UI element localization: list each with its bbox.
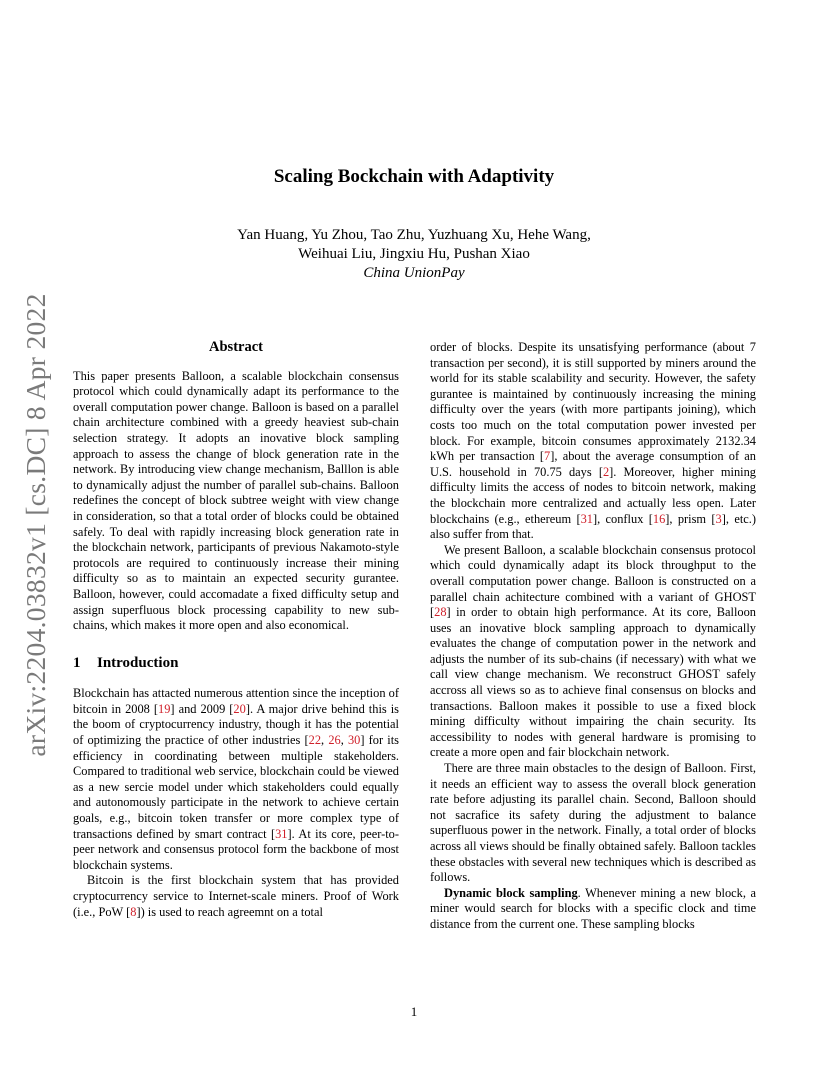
page-number: 1 <box>410 1004 418 1019</box>
text-run: ] and 2009 [ <box>170 701 234 716</box>
citation-link[interactable]: 30 <box>347 733 361 748</box>
citation-link[interactable]: 8 <box>130 904 137 919</box>
text-run: Blockchain has attacted numerous attention since the inception of bitcoin in 2008 [ <box>73 686 399 716</box>
bold-lead: Dynamic block sampling <box>444 885 578 900</box>
intro-paragraph-5 <box>430 886 756 933</box>
intro-paragraph-2-continued <box>430 340 756 543</box>
author-line-2: Weihuai Liu, Jingxiu Hu, Pushan Xiao <box>298 246 530 262</box>
text-run: ]. At its core, peer-to-peer network and consensus protocol form the backbone of most blockchain systems. <box>73 826 399 872</box>
citation-link[interactable]: 22 <box>308 733 322 748</box>
text-run: , <box>340 733 348 748</box>
text-run: We present Balloon, a scalable blockchain consensus protocol which could dynamically adapt its block throughput to the overall computation power change. Balloon is constructed on a parallel chain achitecture combined with a variant of GHOST [ <box>430 542 756 620</box>
text-run: ], prism [ <box>665 511 716 526</box>
citation-link[interactable]: 3 <box>715 511 722 526</box>
text-run: ], etc.) also suffer from that. <box>430 511 756 542</box>
citation-link[interactable]: 19 <box>158 701 171 716</box>
abstract-heading: Abstract <box>209 339 263 355</box>
author-block <box>0 226 828 283</box>
text-run: order of blocks. Despite its unsatisfying performance (about 7 transaction per second), it is still supported by miners around the world for its stable scalability and security. However, the safety gurantee is maintained by continuously increasing the mining difficulty over the years (with more partipants joining), which costs too much on the total computation power invested per block. For example, bitcoin consumes approximately 2132.34 kWh per transaction [ <box>430 340 756 464</box>
abstract-text: This paper presents Balloon, a scalable blockchain consensus protocol which could dynamically adapt its performance to the overall computation power change. Balloon is based on a parallel chain architecture combined with a greedy heaviest sub-chain selection strategy. It adopts an inovative block sampling approach to assess the change of block generation rate in the network. By introducing view change mechanism, Balllon is able to dynamically adjust the number of parallel sub-chains. Balloon redefines the concept of block subtree weight with view change in consideration, so that a total order of blocks could be obtained safely. To deal with rapidly increasing block generation rate in the blockchain network, participants of previous Nakamoto-style protocols are required to continuously increase their mining difficulty so as to maintain an expected security gurantee. Balloon, however, could accomadate a fixed difficulty setup and assign superfluous block processing capability to new sub-chains, which makes it more open and also economical. <box>73 368 399 633</box>
left-column <box>73 340 399 920</box>
section-number: 1 <box>73 654 81 671</box>
text-run: ], conflux [ <box>592 511 653 526</box>
text-run: Bitcoin is the first blockchain system that has provided cryptocurrency service to Internet-scale miners. Proof of Work (i.e., PoW [ <box>73 873 399 919</box>
author-line-1: Yan Huang, Yu Zhou, Tao Zhu, Yuzhuang Xu, Hehe Wang, <box>237 227 591 243</box>
paper-title: Scaling Bockchain with Adaptivity <box>273 166 555 187</box>
right-column <box>430 340 756 933</box>
section-heading <box>73 656 399 672</box>
text-run: ], about the average consumption of an U.S. household in 70.75 days [ <box>430 449 756 479</box>
intro-paragraph-4 <box>430 761 756 886</box>
citation-link[interactable]: 28 <box>434 605 447 620</box>
section-title: Introduction <box>97 654 179 671</box>
text-run: . Whenever mining a new block, a miner would search for blocks with a specific clock and time distance from the current one. These sampling blocks <box>430 885 756 931</box>
citation-link[interactable]: 2 <box>602 464 610 479</box>
text-run: ]) is used to reach agreemnt on a total <box>136 904 323 919</box>
citation-link[interactable]: 16 <box>652 511 666 526</box>
text-run: ] for its efficiency in coordinating between multiple stakeholders. Compared to traditional web service, blockchain could be viewed as a new sercie model under which stakeholders could equally and autonomously participate in the network to achieve certain goals, e.g., bitcoin token transfer or more complex type of transactions defined by smart contract [ <box>73 733 399 841</box>
text-run: ]. Moreover, higher mining difficulty limits the access of nodes to bitcoin network, making the blockchain more centralized and actually less open. Later blockchains (e.g., ethereum [ <box>430 464 756 526</box>
text-run: ]. A major drive behind this is the boom of cryptocurrency industry, though it has the potential of optimizing the practice of other industries [ <box>73 701 399 748</box>
arxiv-stamp <box>10 290 62 760</box>
citation-link[interactable]: 31 <box>275 826 288 841</box>
text-run: There are three main obstacles to the design of Balloon. First, it needs an efficient way to assess the overall block generation rate before adjusting its parallel chain. Second, Balloon should not sacrafice its safety during the adjustment to balance superfluous power in the network. Finally, a total order of blocks across all views should be finally obtained safely. Balloon tackles these obstacles with several new techniques which is described as follows. <box>430 761 756 885</box>
citation-link[interactable]: 26 <box>328 733 341 748</box>
text-run: ] in order to obtain high performance. At its core, Balloon uses an inovative block sampling approach to dynamically evaluates the change of computation power in the network and adjusts the number of its sub-chains (if necessary) with what we call view change mechanism. We reconstruct GHOST safely accross all views so as to achieve final consensus on blocks and transactions. Balloon makes it possible to use a fixed block mining difficulty without impairing the chain security. Its accessibility to nodes with general hardware is promising to create a more open and fair blockchain network. <box>430 605 756 760</box>
intro-paragraph-3 <box>430 543 756 761</box>
citation-link[interactable]: 7 <box>544 449 551 464</box>
arxiv-stamp-text: arXiv:2204.03832v1 [cs.DC] 8 Apr 2022 <box>20 293 51 757</box>
citation-link[interactable]: 31 <box>580 511 593 526</box>
affiliation: China UnionPay <box>363 265 465 281</box>
intro-paragraph-2-start <box>73 873 399 920</box>
intro-paragraph-1 <box>73 686 399 873</box>
text-run: , <box>321 733 329 748</box>
citation-link[interactable]: 20 <box>233 701 246 716</box>
